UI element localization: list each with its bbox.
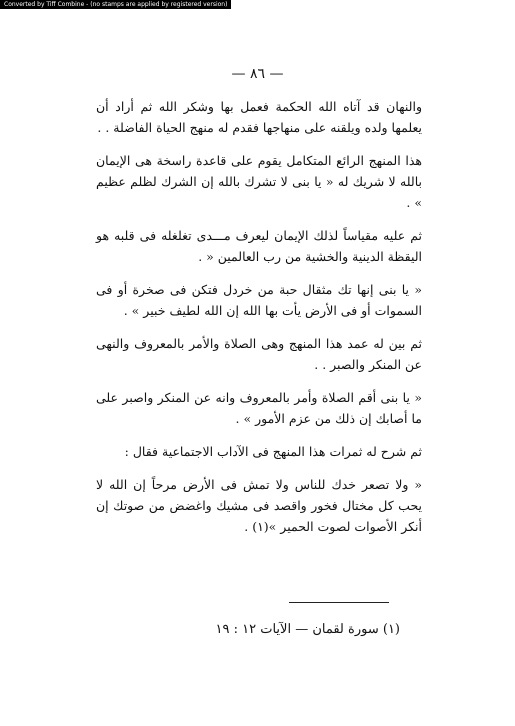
- footnote-divider: [289, 602, 389, 603]
- paragraph-4: « يا بنى إنها تك مثقال حبة من خردل فتكن فى صخرة أو فى السموات أو فى الأرض يأت بها الله إن الله لطيف خبير » .: [96, 282, 422, 318]
- paragraph-1: والنهان قد آتاه الله الحكمة فعمل بها وشكر الله ثم أراد أن يعلمها ولده ويلقنه على منهاجها فقدم له منهج الحياة الفاضلة . .: [96, 99, 422, 135]
- paragraph-5: ثم بين له عمد هذا المنهج وهى الصلاة والأمر بالمعروف والنهى عن المنكر والصبر . .: [96, 336, 422, 372]
- page-number: — ٨٦ —: [231, 66, 284, 82]
- paragraph-3: ثم عليه مقياساً لذلك الإيمان ليعرف مـــدى تغلغله فى قلبه هو اليقظة الدينية والخشية من رب العالمين « .: [96, 228, 422, 264]
- paragraph-8: « ولا تصعر خدك للناس ولا تمش فى الأرض مرحاً إن الله لا يحب كل مختال فخور واقصد فى مشيك واغضض من صوتك إن أنكر الأصوات لصوت الحمير »(١) .: [96, 477, 422, 534]
- paragraph-6: « يا بنى أقم الصلاة وأمر بالمعروف وانه عن المنكر واصبر على ما أصابك إن ذلك من عزم الأمور » .: [96, 390, 422, 426]
- paragraph-7: ثم شرح له ثمرات هذا المنهج فى الآداب الاجتماعية فقال :: [124, 444, 422, 459]
- converter-banner: Converted by Tiff Combine - (no stamps are applied by registered version): [0, 0, 231, 9]
- body-text: [96, 96, 422, 549]
- paragraph-2: هذا المنهج الرائع المتكامل يقوم على قاعدة راسخة هى الإيمان بالله لا شريك له « يا بنى لا تشرك بالله إن الشرك لظلم عظيم » .: [96, 153, 422, 210]
- footnote: (١) سورة لقمان — الآيات ١٢ : ١٩: [215, 622, 400, 637]
